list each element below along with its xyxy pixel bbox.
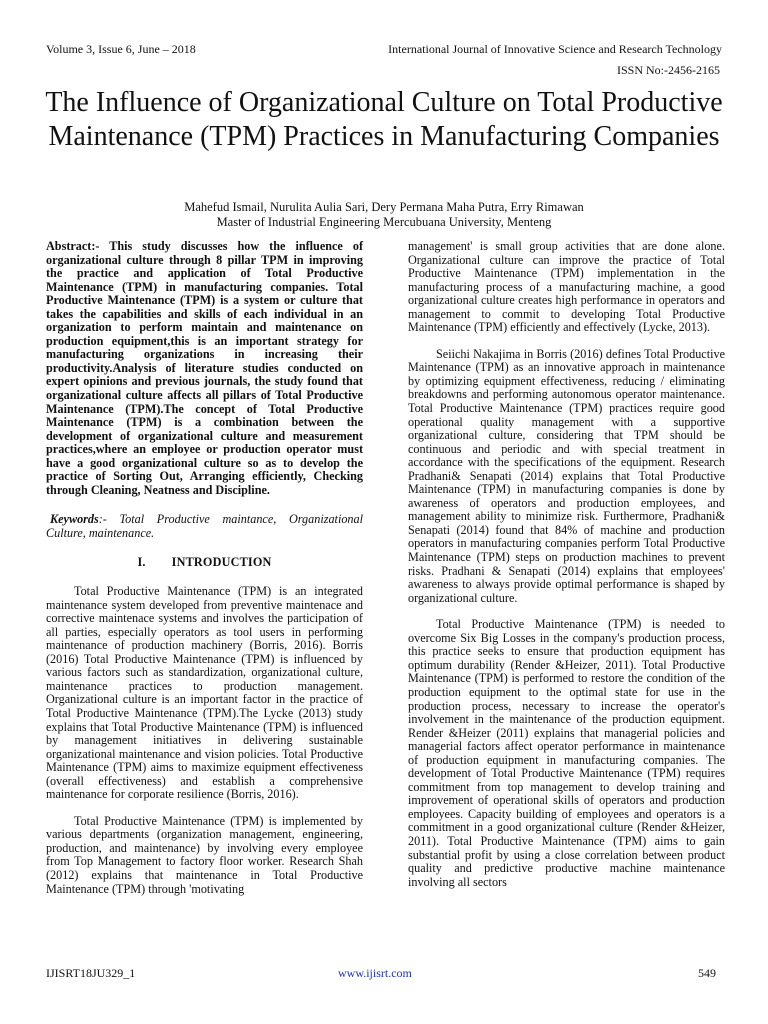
issn: ISSN No:-2456-2165: [616, 63, 720, 77]
keywords-label: Keywords: [50, 512, 99, 527]
journal-link[interactable]: www.ijisrt.com: [338, 966, 412, 980]
author-block: [40, 200, 728, 230]
paper-code: IJISRT18JU329_1: [46, 966, 136, 980]
journal-name: International Journal of Innovative Science and Research Technology: [388, 42, 722, 56]
section-heading: [46, 556, 363, 570]
volume-info: Volume 3, Issue 6, June – 2018: [46, 42, 196, 56]
section-number: I.: [137, 555, 146, 570]
abstract: Abstract:- This study discusses how the influence of organizational culture through 8 pillar TPM in improving the practice and application of Total Productive Maintenance (TPM) in manufacturing companies. Total Productive Maintenance (TPM) is a system or culture that takes the capabilities and skills of each individual in an organization to perform maintain and maintenance on production equipment,this is an important strategy for manufacturing organizations in increasing their productivity.Analysis of literature studies conducted on expert opinions and previous journals, the study found that organizational culture affects all pillars of Total Productive Maintenance (TPM).The concept of Total Productive Maintenance (TPM) is a combination between the development of organizational culture and measurement practices,where an employee or production operator must have a good organizational culture so as to develop the practice of Sorting Out, Arranging efficiently, Checking through Cleaning, Neatness and Discipline.: [46, 239, 363, 497]
paragraph: management' is small group activities that are done alone. Organizational culture can improve the practice of Total Productive Maintenance (TPM) implementation in the manufacturing process of a manufacturing machine, a good organizational culture creates high performance in operators and management to commit to developing Total Productive Maintenance (TPM) efficiently and effectively (Lycke, 2013).: [408, 239, 725, 335]
left-column: [46, 240, 363, 896]
paragraph: Total Productive Maintenance (TPM) is implemented by various departments (organization management, engineering, production, and maintenance) by involving every employee from Top Management to factory floor worker. Research Shah (2012) explains that maintenance in Total Productive Maintenance (TPM) through 'motivating: [46, 813, 363, 896]
paragraph: Total Productive Maintenance (TPM) is an integrated maintenance system developed from preventive maintenace and corrective maintenace systems and involves the participation of all parties, especially operators as tool users in performing maintenance of production machinery (Borris, 2016). Borris (2016) Total Productive Maintenance (TPM) is influenced by various factors such as standardization, organizational culture, maintenance practices to production management. Organizational culture is an important factor in the practice of Total Productive Maintenance (TPM).The Lycke (2013) study explains that Total Productive Maintenance (TPM) is influenced by management initiatives in delivering sustainable organizational maintenance and vision policies. Total Productive Maintenance (TPM) aims to maximize equipment effectiveness (overall effectiveness) and establish a comprehensive maintenance for corporate resilience (Borris, 2016).: [46, 584, 363, 802]
keywords: [46, 513, 363, 540]
paragraph: Total Productive Maintenance (TPM) is needed to overcome Six Big Losses in the company's production process, this practice seeks to ensure that production equipment has optimum durability (Render &Heizer, 2011). Total Productive Maintenance (TPM) is performed to restore the condition of the production equipment to the optimal state for use in the production process, necessary to increase the operator's involvement in the maintenance of the production equipment. Render &Heizer (2011) explains that managerial policies and managerial factors affect operator performance in maintenance of production equipment in manufacturing companies. The development of Total Productive Maintenance (TPM) requires commitment from top management to develop training and improvement of operational skills of operators and production employees. Capacity building of employees and operators is a commitment in a good organizational culture (Render &Heizer, 2011). Total Productive Maintenance (TPM) aims to gain substantial profit by using a close correlation between product quality and predictive productive machine maintenance involving all sectors: [408, 617, 725, 889]
page-number: 549: [698, 966, 716, 980]
affiliation: Master of Industrial Engineering Mercubuana University, Menteng: [216, 215, 552, 229]
right-column: [408, 240, 725, 889]
authors: Mahefud Ismail, Nurulita Aulia Sari, Dery Permana Maha Putra, Erry Rimawan: [184, 200, 584, 214]
paragraph: Seiichi Nakajima in Borris (2016) defines Total Productive Maintenance (TPM) as an innovative approach in maintenance by optimizing equipment effectiveness, reducing / eliminating breakdowns and performing autonomous operator maintenance. Total Productive Maintenance (TPM) practices require good operational quality management with a supportive organizational culture, considering that TPM should be continuous and periodic and with special treatment in accordance with the specifications of the equipment. Research Pradhani& Senapati (2014) explains that Total Productive Maintenance (TPM) in manufacturing companies is done by awareness of operators and production employees, and management ability to minimize risk. Furthermore, Pradhani& Senapati (2014) found that 84% of machine and production operators in manufacturing companies perform Total Productive Maintenance (TPM) steps on production machines to prevent risks. Pradhani & Senapati (2014) explains that employees' awareness to always provide optimal performance is shaped by organizational culture.: [408, 346, 725, 605]
paper-title: The Influence of Organizational Culture on Total Productive Maintenance (TPM) Practices in Manufacturing Companies: [45, 87, 723, 152]
section-title: INTRODUCTION: [171, 555, 272, 570]
keywords-text: :- Total Productive maintance, Organizational Culture, maintenance.: [46, 512, 363, 540]
